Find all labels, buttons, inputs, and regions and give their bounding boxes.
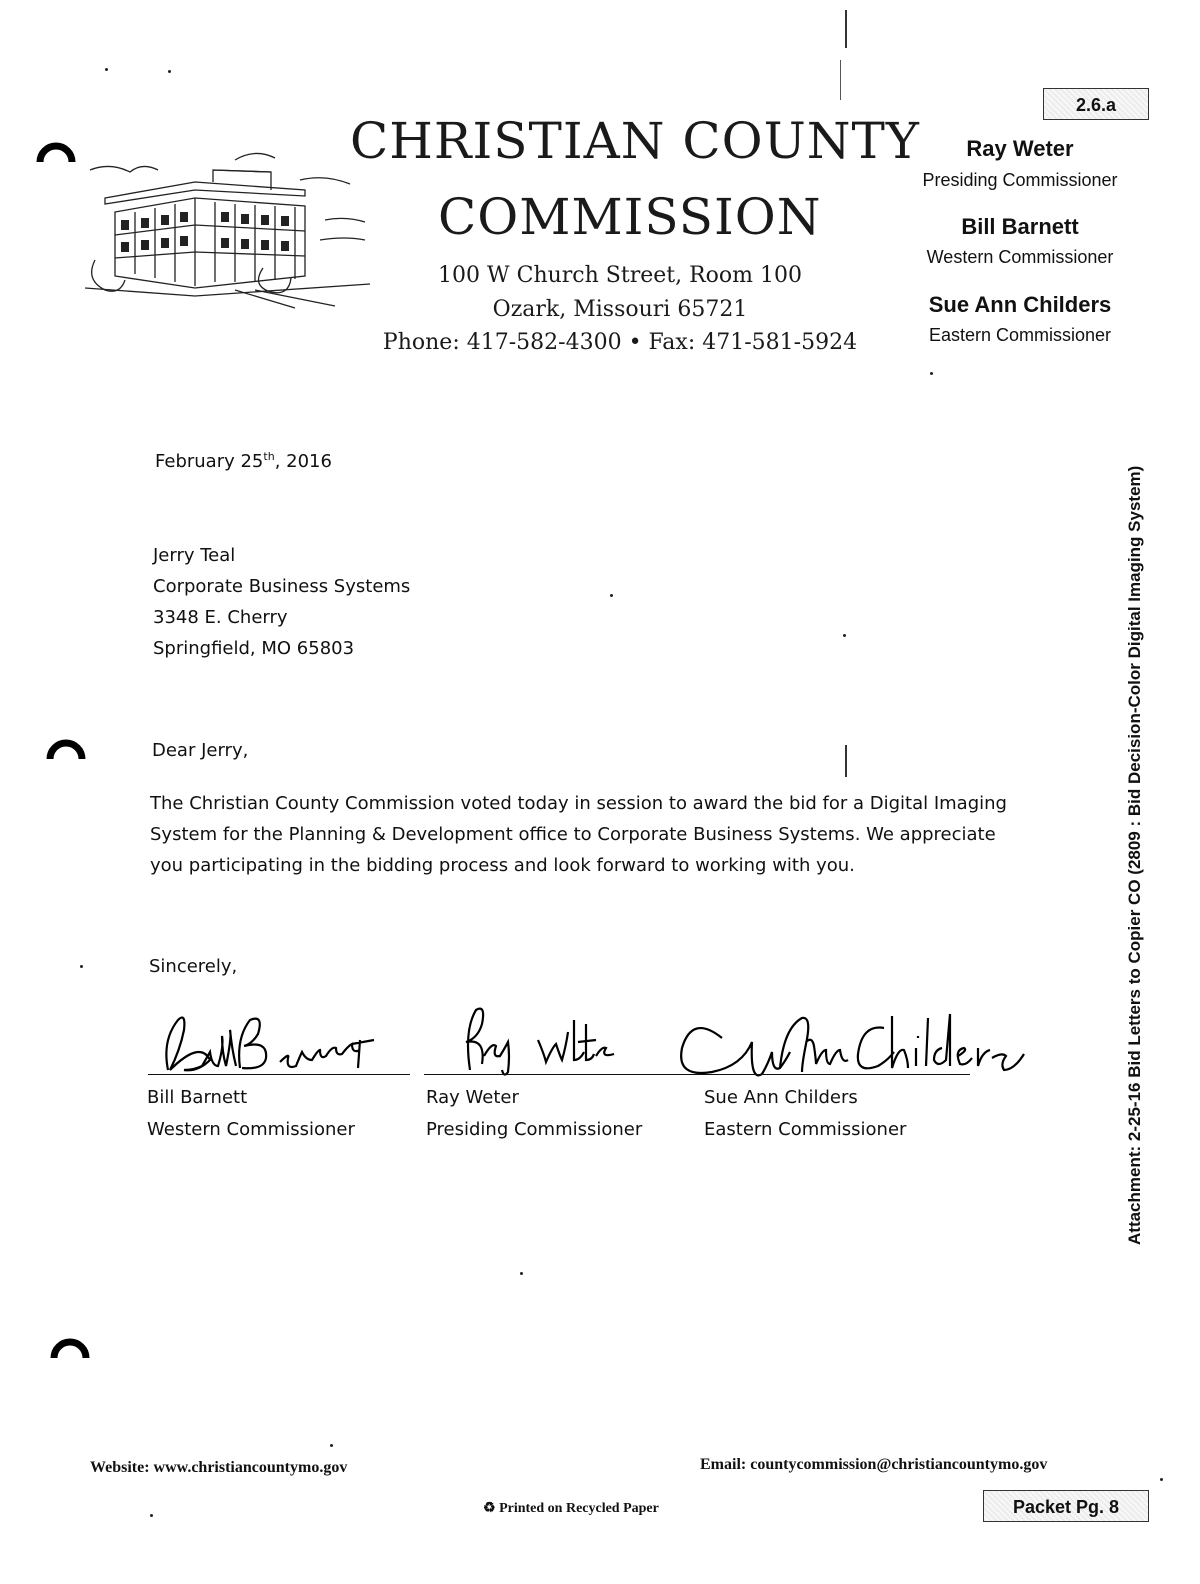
scan-speck [105, 68, 108, 71]
scan-speck [330, 1444, 333, 1447]
packet-page-label: Packet Pg. 8 [1012, 1497, 1120, 1517]
footer-email: Email: countycommission@christiancountymo.gov [700, 1456, 1048, 1473]
punch-hole-icon [36, 130, 76, 170]
date-month-day: February 25 [155, 451, 264, 472]
signature-line [148, 1074, 410, 1075]
signature-ray-weter [436, 1000, 646, 1080]
punch-hole-icon [46, 727, 86, 767]
salutation: Dear Jerry, [152, 740, 249, 761]
letterhead-city: Ozark, Missouri 65721 [492, 297, 748, 322]
signatory-name: Sue Ann Childers [704, 1087, 858, 1108]
scan-mark [845, 745, 847, 777]
recipient-line: 3348 E. Cherry [153, 607, 288, 628]
closing: Sincerely, [149, 956, 238, 977]
courthouse-logo [85, 140, 370, 310]
signature-line [424, 1074, 686, 1075]
signatory-name: Bill Barnett [147, 1087, 248, 1108]
scan-speck [1160, 1478, 1163, 1481]
scan-speck [150, 1514, 153, 1517]
signature-bill-barnett [148, 1010, 408, 1080]
letterhead-phone-fax: Phone: 417-582-4300 • Fax: 471-581-5924 [382, 330, 858, 355]
signatory-name: Ray Weter [426, 1087, 519, 1108]
signature-line [686, 1074, 970, 1075]
recipient-line: Jerry Teal [153, 545, 236, 566]
scan-speck [80, 965, 83, 968]
recipient-line: Corporate Business Systems [153, 576, 411, 597]
letterhead-subtitle: COMMISSION [438, 188, 822, 246]
scan-mark [840, 60, 841, 100]
recycled-label: Printed on Recycled Paper [499, 1501, 659, 1516]
recycled-note [483, 1500, 659, 1517]
commissioner-name: Sue Ann Childers [928, 292, 1112, 317]
footer-website: Website: www.christiancountymo.gov [90, 1459, 348, 1476]
punch-hole-icon [50, 1326, 90, 1366]
packet-page-badge [983, 1490, 1149, 1522]
signatory-title: Eastern Commissioner [704, 1119, 907, 1140]
commissioner-name: Bill Barnett [961, 214, 1079, 239]
commissioner-role: Presiding Commissioner [922, 170, 1118, 190]
recipient-line: Springfield, MO 65803 [153, 638, 355, 659]
letter-date [155, 450, 332, 472]
date-year: , 2016 [274, 451, 332, 472]
document-badge [1043, 88, 1149, 120]
badge-label: 2.6.a [1075, 95, 1117, 115]
commissioner-role: Western Commissioner [926, 247, 1114, 267]
scan-speck [168, 70, 171, 73]
scan-mark [845, 10, 847, 48]
attachment-label: Attachment: 2-25-16 Bid Letters to Copier CO (2809 : Bid Decision-Color Digital Imaging System) [1125, 465, 1144, 1245]
commissioner-name: Ray Weter [966, 136, 1074, 161]
scan-speck [520, 1272, 523, 1275]
scan-speck [930, 372, 933, 375]
letter-body: The Christian County Commission voted today in session to award the bid for a Digital Imaging System for the Planning & Development office to Corporate Business Systems. We appreciate you participating in the bidding process and look forward to working with you. [150, 793, 1007, 876]
signature-sue-ann-childers [672, 1008, 1032, 1088]
signatory-title: Presiding Commissioner [426, 1119, 643, 1140]
letterhead-address: 100 W Church Street, Room 100 [438, 263, 802, 288]
recycle-icon: ♻ [483, 1501, 496, 1516]
commissioner-role: Eastern Commissioner [928, 325, 1112, 345]
letterhead-title: CHRISTIAN COUNTY [350, 112, 920, 170]
date-suffix: th [263, 450, 275, 463]
scan-speck [610, 594, 613, 597]
scan-speck [843, 634, 846, 637]
signatory-title: Western Commissioner [147, 1119, 355, 1140]
